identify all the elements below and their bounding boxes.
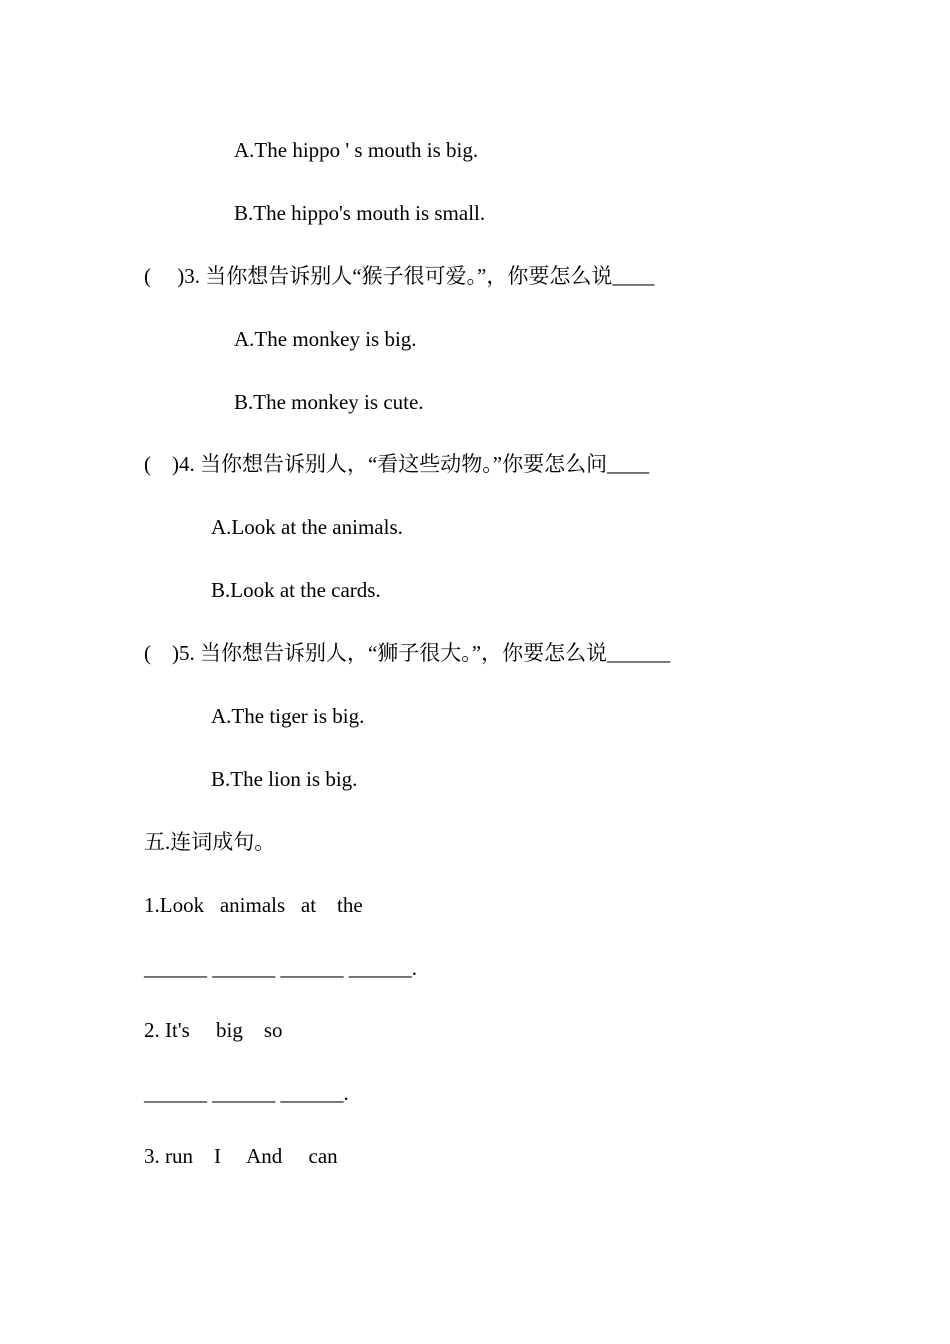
q4-option-b: B.Look at the cards. xyxy=(211,578,381,602)
q5-option-b: B.The lion is big. xyxy=(211,767,358,791)
sentence-1-words: 1.Look animals at the xyxy=(144,893,363,917)
q3-option-a: A.The monkey is big. xyxy=(234,327,417,351)
q3-prompt: ( )3. 当你想告诉别人“猴子很可爱。”，你要怎么说____ xyxy=(144,264,655,288)
q3-option-b: B.The monkey is cute. xyxy=(234,390,424,414)
q5-option-a: A.The tiger is big. xyxy=(211,704,365,728)
q2-option-b: B.The hippo's mouth is small. xyxy=(234,201,486,225)
section-heading: 五.连词成句。 xyxy=(144,830,276,854)
q4-prompt: ( )4. 当你想告诉别人，“看这些动物。”你要怎么问____ xyxy=(144,452,650,476)
q2-option-a: A.The hippo ' s mouth is big. xyxy=(234,138,479,162)
sentence-2-words: 2. It's big so xyxy=(144,1018,283,1042)
q5-prompt: ( )5. 当你想告诉别人，“狮子很大。”，你要怎么说______ xyxy=(144,641,671,665)
sentence-1-blanks: ______ ______ ______ ______. xyxy=(144,956,417,980)
q4-option-a: A.Look at the animals. xyxy=(211,515,403,539)
sentence-2-blanks: ______ ______ ______. xyxy=(144,1081,349,1105)
sentence-3-words: 3. run I And can xyxy=(144,1144,338,1168)
